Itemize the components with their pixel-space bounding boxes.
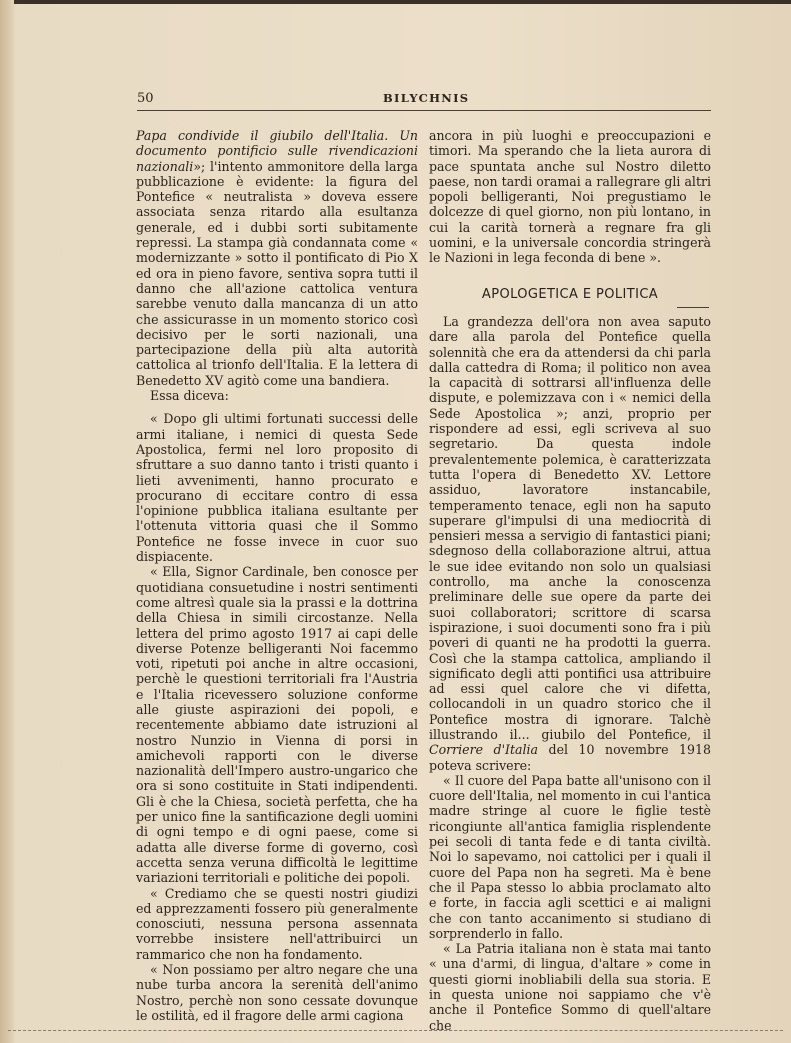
italic-title-quote: Papa condivide il giubilo dell'Italia. Un documento pontificio sulle rivendicazioni nazionali xyxy=(136,128,418,174)
heading-rule xyxy=(677,307,709,308)
left-paragraph-1 xyxy=(136,128,418,388)
left-column xyxy=(136,128,418,1023)
page-left-edge xyxy=(0,0,14,1043)
left-paragraph-2: Essa diceva: xyxy=(150,388,229,404)
page-top-edge xyxy=(0,0,791,4)
right-paragraph-1: ancora in più luoghi e preoccupazioni e timori. Ma sperando che la lieta aurora di pace spuntata anche sul Nostro diletto paese, non tardi oramai a rallegrare gli altri popoli belligeranti, Noi pregustiamo le dolcezze di quel giorno, non più lontano, in cui la carità tornerà a regnare fra gli uomini, e la universale concordia stringerà le Nazioni in lega feconda di bene ». xyxy=(429,128,711,266)
page-bottom-fold xyxy=(8,1030,783,1031)
page-number: 50 xyxy=(137,91,154,106)
right-column xyxy=(429,128,711,1033)
right-paragraph-4: « La Patria italiana non è stata mai tanto « una d'armi, di lingua, d'altare » come in questi giorni inobliabili della sua storia. E in questa unione noi sappiamo che v'è anche il Pontefice Sommo di quell'altare che xyxy=(429,941,711,1033)
left-paragraph-4: « Ella, Signor Cardinale, ben conosce per quotidiana consuetudine i nostri sentimenti come altresì quale sia la prassi e la dottrina della Chiesa in simili circostanze. Nella lettera del primo agosto 1917 ai capi delle diverse Potenze belligeranti Noi facemmo voti, ripetuti poi anche in altre occasioni, perchè le questioni territoriali fra l'Austria e l'Italia ricevessero soluzione conforme alle giuste aspirazioni dei popoli, e recentemente abbiamo date istruzioni al nostro Nunzio in Vienna di porsi in amichevoli rapporti con le diverse nazionalità dell'Impero austro-ungarico che ora si sono costituite in Stati indipendenti. Gli è che la Chiesa, società perfetta, che ha per unico fine la santificazione degli uomini di ogni tempo e di ogni paese, come si adatta alle diverse forme di governo, così accetta senza veruna difficoltà le legittime variazioni territoriali e politiche dei popoli. xyxy=(136,564,418,886)
left-paragraph-6: « Non possiamo per altro negare che una nube turba ancora la serenità dell'animo Nostro, perchè non sono cessate dovunque le ostilità, ed il fragore delle armi cagiona xyxy=(136,962,418,1023)
left-paragraph-5: « Crediamo che se questi nostri giudizi ed apprezzamenti fossero più generalmente conosciuti, nessuna persona assennata vorrebbe insistere nell'attribuirci un rammarico che non ha fondamento. xyxy=(136,885,418,962)
left-paragraph-3: « Dopo gli ultimi fortunati successi delle armi italiane, i nemici di questa Sede Apostolica, fermi nel loro proposito di sfruttare a suo danno tanto i tristi quanto i lieti avvenimenti, hanno procurato e procurano di eccitare contro di essa l'opinione pubblica italiana esultante per l'ottenuta vittoria quasi che il Sommo Pontefice ne fosse invece in cuor suo dispiacente. xyxy=(136,411,418,565)
running-title: BILYCHNIS xyxy=(383,91,470,105)
right-paragraph-3: « Il cuore del Papa batte all'unisono con il cuore dell'Italia, nel momento in cui l'antica madre stringe al cuore le figlie testè ricongiunte all'antica famiglia risplendente pei secoli di tanta fede e di tanta civiltà. Noi lo sapevamo, noi cattolici per i quali il cuore del Papa non ha segreti. Ma è bene che il Papa stesso lo abbia proclamato alto e forte, in faccia agli scettici e ai maligni che con tanto accanimento si studiano di sorprenderlo in fallo. xyxy=(429,772,711,941)
newspaper-title: Corriere d'Italia xyxy=(429,742,539,758)
left-paragraph-1-text: »; l'intento ammonitore della larga pubblicazione è evidente: la figura del Pontefice « neutralista » doveva essere associata senza ritardo alla esultanza generale, ed i dubbi sorti subitamente repressi. La stampa già condannata come « modernizzante » sotto il pontificato di Pio X ed ora in pieno favore, sentiva sopra tutti il danno che all'azione cattolica ventura sarebbe venuto dalla mancanza di un atto che assicurasse in un momento storico così decisivo per le sorti nazionali, una partecipazione della più alta autorità cattolica al trionfo dell'Italia. E la lettera di Benedetto XV agitò come una bandiera. xyxy=(136,158,418,388)
right-paragraph-2-end: del 10 novembre 1918 poteva scrivere: xyxy=(429,742,711,773)
right-paragraph-2-text: La grandezza dell'ora non avea saputo dare alla parola del Pontefice quella solennità che era da attendersi da chi parla dalla cattedra di Roma; il politico non avea la capacità di sottrarsi all'influenza delle dispute, e polemizzava con i « nemici della Sede Apostolica »; anzi, proprio per rispondere ad essi, egli scriveva al suo segretario. Da questa indole prevalentemente polemica, è caratterizzata tutta l'opera di Benedetto XV. Lettore assiduo, lavoratore instancabile, temperamento tenace, egli non ha saputo superare gl'impulsi di una mediocrità di pensieri messa a servigio di fantastici piani; sdegnoso della collaborazione altrui, attua le sue idee evitando non solo un qualsiasi controllo, ma anche la conoscenza preliminare delle sue opere da parte dei suoi collaboratori; scrittore di scarsa ispirazione, i suoi documenti sono fra i più poveri di quanti ne ha prodotti la guerra. Così che la stampa cattolica, ampliando il significato degli atti pontifici usa attribuire ad essi quel calore che vi difetta, collocandoli in un quadro storico che il Pontefice mostra di ignorare. Talchè illustrando il... giubilo del Pontefice, il xyxy=(429,313,711,742)
section-heading: APOLOGETICA E POLITICA xyxy=(481,286,659,302)
header-rule xyxy=(137,110,711,111)
right-paragraph-2 xyxy=(429,314,711,773)
